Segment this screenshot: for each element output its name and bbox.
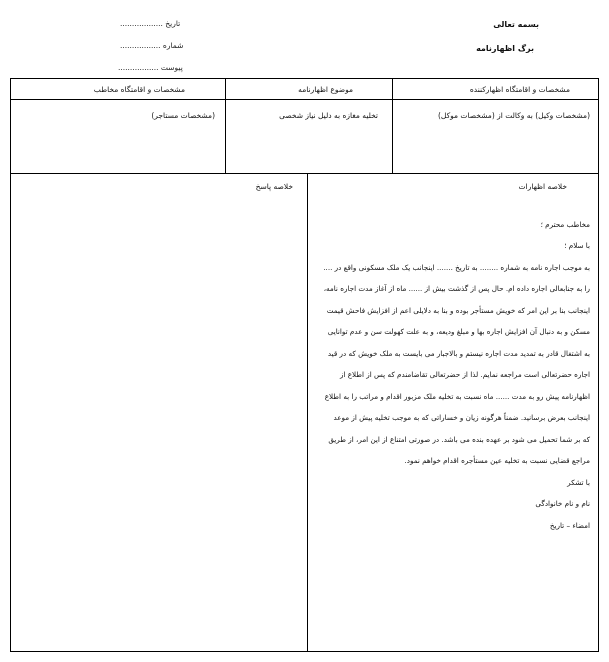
col-subject-header: موضوع اظهارنامه (298, 85, 353, 94)
number-field[interactable]: شماره ................. (120, 41, 184, 50)
statement-line: مخاطب محترم ؛ (540, 220, 590, 229)
table-divider-2 (392, 79, 393, 173)
statement-line: که بر شما تحمیل می شود بر عهده بنده می باشد. در صورتی امتناع از این امر، از طریق (328, 435, 590, 444)
col-addressee-header: مشخصات و اقامتگاه مخاطب (93, 85, 185, 94)
date-field[interactable]: تاریخ .................. (120, 19, 181, 28)
declarant-value[interactable]: (مشخصات وکیل) به وکالت از (مشخصات موکل) (437, 111, 590, 120)
statement-line: اجاره حضرتعالی است مراجعه نمایم. لذا از حضرتعالی تقاضامندم که پس از اطلاع از (339, 370, 590, 379)
summary-box (10, 174, 599, 652)
col-declarant-header: مشخصات و اقامتگاه اظهارکننده (469, 85, 570, 94)
statement-line: با سلام ؛ (564, 241, 590, 250)
statement-line: به موجب اجاره نامه به شماره ........ به تاریخ ....... اینجانب یک ملک مسکونی واقع در .... (323, 263, 590, 272)
addressee-value[interactable]: (مشخصات مستاجر) (151, 111, 215, 120)
form-title: برگ اظهارنامه (476, 44, 534, 53)
table-header-divider (11, 99, 598, 100)
table-divider-1 (225, 79, 226, 173)
statement-line: اینجانب بعرض برسانید. ضمناً هرگونه زیان و خساراتی که به موجب تخلیه پیش از موعد (333, 413, 590, 422)
closing-thanks: با تشکر (567, 478, 590, 487)
statement-line: اینجانب بنا بر این امر که خویش مستأجر بوده و بنا به دلایلی اعم از افزایش فاحش قیمت (326, 306, 590, 315)
statement-line: اظهارنامه پیش رو به مدت ...... ماه نسبت به تخلیه ملک مزبور اقدام و مراتب را به اطلاع (324, 392, 590, 401)
response-title: خلاصه پاسخ (255, 182, 293, 191)
statement-line: به اشتغال قادر به تمدید مدت اجاره نیستم و بالاجبار می بایست به ملک خویش که در قید (327, 349, 590, 358)
attachment-field[interactable]: پیوست ................. (118, 63, 183, 72)
signature-date-label: امضاء – تاریخ (549, 521, 590, 530)
subject-value[interactable]: تخلیه مغازه به دلیل نیاز شخصی (279, 111, 378, 120)
statements-title: خلاصه اظهارات (518, 182, 567, 191)
statement-line: را به جنابعالی اجاره داده ام. حال پس از گذشت بیش از ...... ماه از آغاز مدت اجاره نامه، (323, 284, 590, 293)
info-table (10, 78, 599, 174)
basmala-heading: بسمه تعالی (493, 20, 539, 29)
full-name-label: نام و نام خانوادگی (535, 499, 590, 508)
statement-line: مسکن و به دنبال آن افزایش اجاره بها و مبلغ ودیعه، و به علت کهولت سن و عدم توانایی (327, 327, 590, 336)
summary-divider (307, 174, 308, 651)
statement-line: مراجع قضایی نسبت به تخلیه عین مستأجره اقدام خواهم نمود. (404, 456, 590, 465)
